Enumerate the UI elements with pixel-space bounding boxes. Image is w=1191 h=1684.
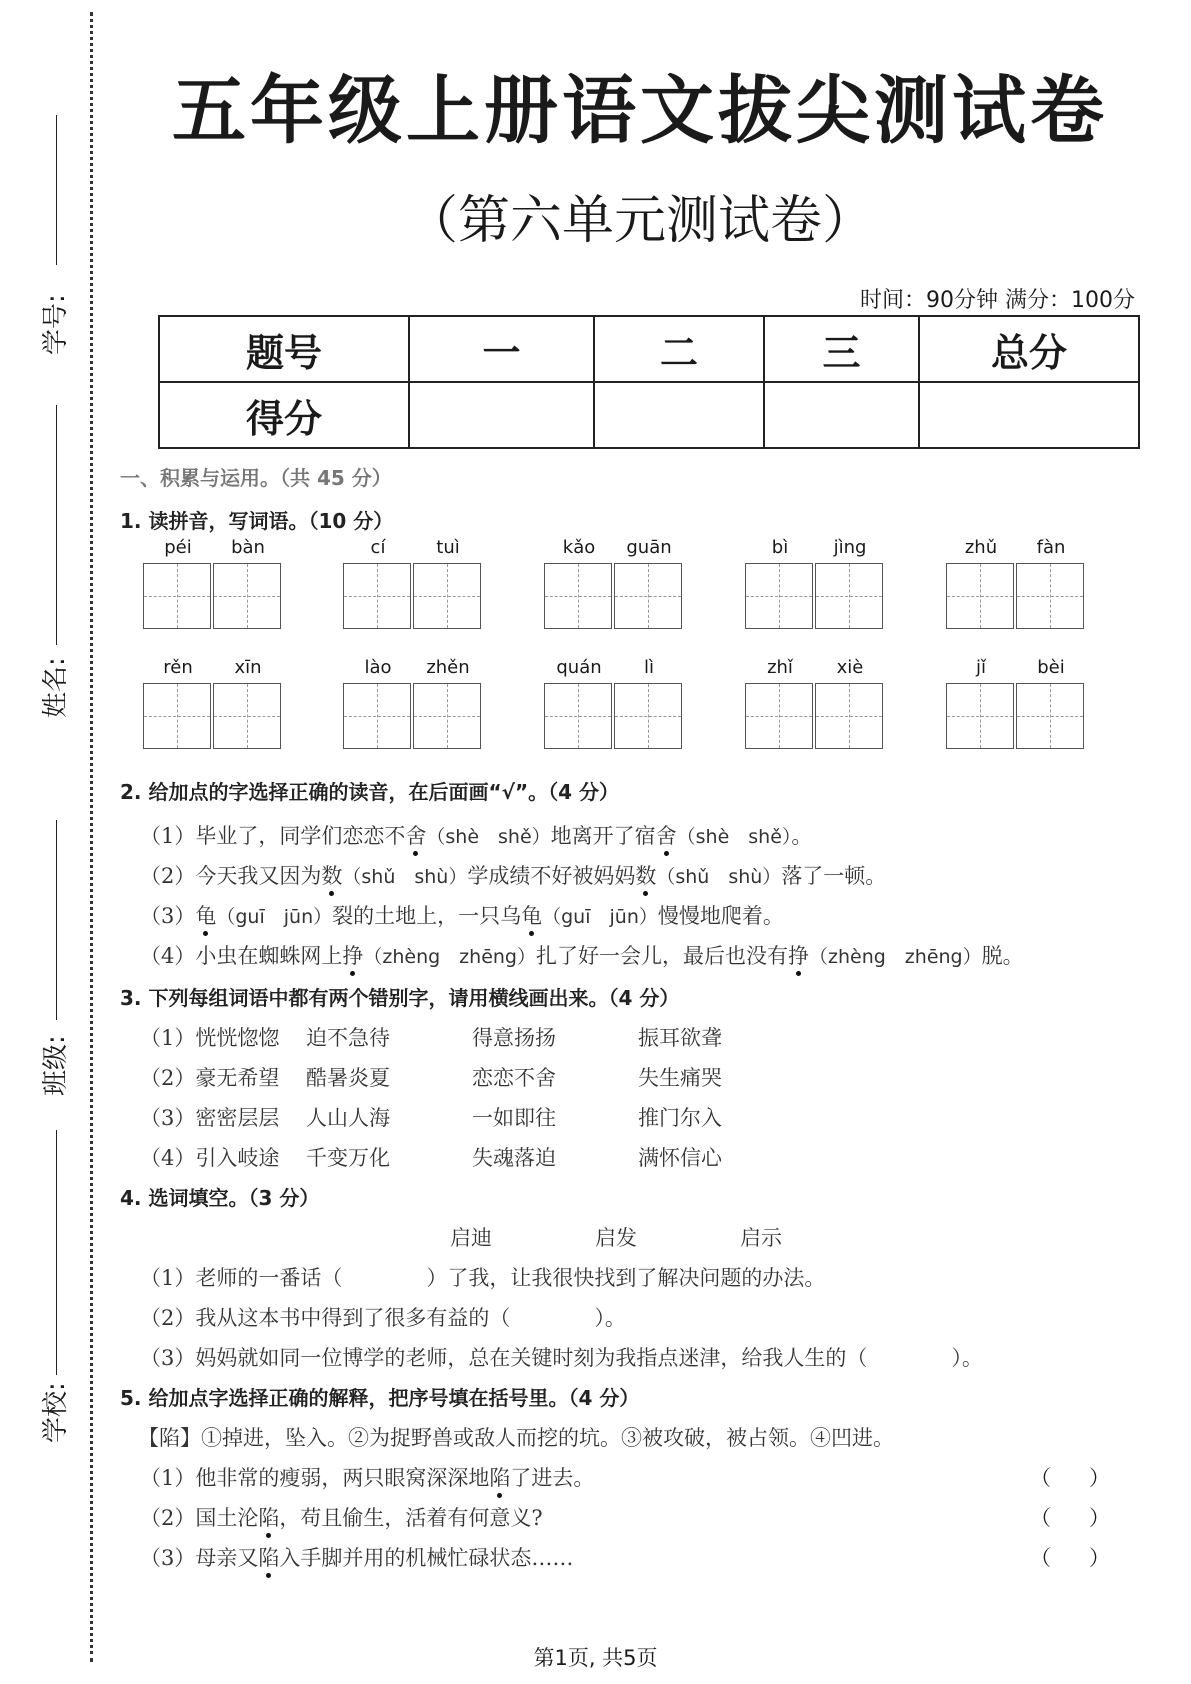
student-id-line[interactable] [56, 115, 57, 265]
school-label: 学校: [41, 1382, 71, 1443]
pinyin-label: xīn [234, 657, 262, 678]
page-title: 五年级上册语文拔尖测试卷 [172, 68, 1108, 154]
writing-box[interactable] [213, 683, 281, 749]
answer-paren[interactable]: （） [1030, 1466, 1148, 1490]
class-label: 班级: [41, 1035, 71, 1096]
pinyin-options: （shǔ shù） [656, 866, 782, 888]
question-5-title: 5. 给加点字选择正确的解释，把序号填在括号里。（4 分） [120, 1386, 640, 1410]
question-3-row [140, 1022, 804, 1052]
student-id-label: 学号: [41, 294, 71, 355]
word-group[interactable]: （4）引入岐途 [140, 1146, 280, 1170]
word-group[interactable]: 失魂落迫 [472, 1146, 556, 1170]
pinyin-group [143, 537, 283, 629]
writing-box[interactable] [946, 563, 1014, 629]
writing-box[interactable] [544, 683, 612, 749]
pinyin-label: zhǔ [964, 537, 998, 558]
writing-box[interactable] [614, 563, 682, 629]
pinyin-label: zhěn [426, 657, 470, 678]
writing-box[interactable] [143, 563, 211, 629]
writing-box[interactable] [745, 563, 813, 629]
writing-box[interactable] [614, 683, 682, 749]
writing-box[interactable] [815, 683, 883, 749]
dotted-char: 龟 [521, 904, 543, 928]
class-line[interactable] [56, 820, 57, 1020]
question-4-item[interactable]: （3）妈妈就如同一位博学的老师，总在关键时刻为我指点迷津，给我人生的（ ）。 [140, 1346, 983, 1370]
word-group[interactable]: 一如即往 [472, 1106, 556, 1130]
pinyin-options: （zhèng zhēng） [809, 946, 982, 968]
school-line[interactable] [56, 1130, 57, 1375]
dotted-char: 陷 [258, 1506, 280, 1530]
pinyin-label: lì [643, 657, 654, 678]
pinyin-label: lào [364, 657, 392, 678]
score-input-cell[interactable] [764, 382, 919, 448]
dotted-char: 舍 [655, 824, 677, 848]
writing-box[interactable] [413, 683, 481, 749]
pinyin-label: jǐ [975, 657, 986, 678]
word-group[interactable]: 推门尔入 [638, 1106, 722, 1130]
pinyin-options: （shè shě） [676, 826, 792, 848]
question-4-title: 4. 选词填空。（3 分） [120, 1186, 320, 1210]
pinyin-group [143, 657, 283, 749]
word-group[interactable]: （3）密密层层 [140, 1106, 280, 1130]
word-group[interactable]: 失生痛哭 [638, 1066, 722, 1090]
question-4-item[interactable]: （1）老师的一番话（ ）了我，让我很快找到了解决问题的办法。 [140, 1266, 826, 1290]
answer-paren[interactable]: （） [1030, 1546, 1148, 1570]
pinyin-group [343, 657, 483, 749]
writing-box[interactable] [143, 683, 211, 749]
pinyin-group [343, 537, 483, 629]
word-group[interactable]: 酷暑炎夏 [306, 1066, 390, 1090]
word-group[interactable]: 迫不急待 [306, 1026, 390, 1050]
word-option: 启迪 [450, 1226, 492, 1250]
pinyin-options: （guī jūn） [216, 906, 333, 928]
writing-box[interactable] [815, 563, 883, 629]
character-definitions: 【陷】①掉进，坠入。②为捉野兽或敌人而挖的坑。③被攻破，被占领。④凹进。 [138, 1426, 894, 1450]
word-option: 启发 [595, 1226, 637, 1250]
word-group[interactable]: （2）豪无希望 [140, 1066, 280, 1090]
pinyin-label: fàn [1036, 537, 1066, 558]
writing-box[interactable] [1016, 563, 1084, 629]
question-2-item: （2）今天我又因为数（shǔ shù）学成绩不好被妈妈数（shǔ shù）落了一顿。 [140, 864, 887, 888]
question-3-row [140, 1102, 804, 1132]
dotted-char: 数 [321, 864, 343, 888]
score-header-cell: 二 [594, 316, 764, 382]
score-header-cell: 题号 [159, 316, 409, 382]
pinyin-label: bì [771, 537, 789, 558]
question-1-title: 1. 读拼音，写词语。（10 分） [120, 509, 394, 533]
writing-box[interactable] [213, 563, 281, 629]
writing-box[interactable] [413, 563, 481, 629]
pinyin-group [946, 657, 1086, 749]
question-5-item: （2）国土沦陷，苟且偷生，活着有何意义? [140, 1506, 543, 1530]
score-table-score-row [159, 382, 1139, 448]
pinyin-options: （shè shě） [426, 826, 551, 848]
page-number: 第1页, 共5页 [533, 1646, 658, 1670]
pinyin-label: zhǐ [767, 657, 793, 678]
score-header-cell: 总分 [919, 316, 1139, 382]
writing-box[interactable] [1016, 683, 1084, 749]
name-label: 姓名: [41, 657, 71, 718]
exam-meta: 时间：90分钟 满分：100分 [860, 288, 1135, 313]
dotted-char: 龟 [195, 904, 217, 928]
word-option: 启示 [740, 1226, 782, 1250]
question-3-title: 3. 下列每组词语中都有两个错别字，请用横线画出来。（4 分） [120, 986, 680, 1010]
pinyin-label: kǎo [562, 537, 596, 558]
pinyin-label: bèi [1037, 657, 1065, 678]
pinyin-label: tuì [436, 537, 460, 558]
pinyin-label: xiè [836, 657, 864, 678]
score-row-label: 得分 [159, 382, 409, 448]
question-2-item: （1）毕业了，同学们恋恋不舍（shè shě）地离开了宿舍（shè shě）。 [140, 824, 813, 848]
word-group[interactable]: 人山人海 [306, 1106, 390, 1130]
word-options [450, 1222, 782, 1252]
page-subtitle: （第六单元测试卷） [405, 191, 874, 251]
word-group[interactable]: 恋恋不舍 [472, 1066, 556, 1090]
question-5-item: （1）他非常的瘦弱，两只眼窝深深地陷了进去。 [140, 1466, 595, 1490]
score-table-header-row [159, 316, 1139, 382]
binding-dashed-line [90, 12, 93, 1662]
score-input-cell[interactable] [594, 382, 764, 448]
word-group[interactable]: （1）恍恍惚惚 [140, 1026, 280, 1050]
pinyin-label: jìng [833, 537, 867, 558]
score-header-cell: 一 [409, 316, 594, 382]
score-input-cell[interactable] [919, 382, 1139, 448]
writing-box[interactable] [544, 563, 612, 629]
word-group[interactable]: 得意扬扬 [472, 1026, 556, 1050]
writing-box[interactable] [745, 683, 813, 749]
question-5-item: （3）母亲又陷入手脚并用的机械忙碌状态…… [140, 1546, 574, 1570]
pinyin-label: cí [370, 537, 386, 558]
pinyin-label: bàn [231, 537, 265, 558]
score-input-cell[interactable] [409, 382, 594, 448]
question-3-row [140, 1142, 804, 1172]
dotted-char: 挣 [342, 944, 364, 968]
word-group[interactable]: 千变万化 [306, 1146, 390, 1170]
pinyin-label: quán [556, 657, 602, 678]
pinyin-options: （shǔ shù） [342, 866, 468, 888]
pinyin-label: guān [626, 537, 672, 558]
pinyin-options: （guī jūn） [542, 906, 658, 928]
pinyin-group [745, 537, 885, 629]
dotted-char: 数 [635, 864, 657, 888]
question-2-title: 2. 给加点的字选择正确的读音，在后面画“√”。（4 分） [120, 780, 619, 804]
question-2-item: （4）小虫在蜘蛛网上挣（zhèng zhēng）扎了好一会儿，最后也没有挣（zhèng zhēng）脱。 [140, 944, 1024, 968]
writing-box[interactable] [343, 563, 411, 629]
question-3-row [140, 1062, 804, 1092]
pinyin-group [544, 657, 684, 749]
score-header-cell: 三 [764, 316, 919, 382]
question-4-item[interactable]: （2）我从这本书中得到了很多有益的（ ）。 [140, 1306, 626, 1330]
pinyin-options: （zhèng zhēng） [363, 946, 536, 968]
question-2-item: （3）龟（guī jūn）裂的土地上，一只乌龟（guī jūn）慢慢地爬着。 [140, 904, 784, 928]
section-heading: 一、积累与运用。（共 45 分） [120, 466, 392, 490]
dotted-char: 陷 [258, 1546, 280, 1570]
pinyin-group [544, 537, 684, 629]
pinyin-group [946, 537, 1086, 629]
dotted-char: 陷 [489, 1466, 511, 1490]
pinyin-label: rěn [163, 657, 193, 678]
answer-paren[interactable]: （） [1030, 1506, 1148, 1530]
name-line[interactable] [56, 405, 57, 645]
writing-box[interactable] [946, 683, 1014, 749]
pinyin-label: péi [164, 537, 192, 558]
word-group[interactable]: 振耳欲聋 [638, 1026, 722, 1050]
writing-box[interactable] [343, 683, 411, 749]
dotted-char: 舍 [405, 824, 427, 848]
word-group[interactable]: 满怀信心 [638, 1146, 722, 1170]
pinyin-group [745, 657, 885, 749]
score-table [158, 315, 1140, 449]
dotted-char: 挣 [788, 944, 809, 968]
